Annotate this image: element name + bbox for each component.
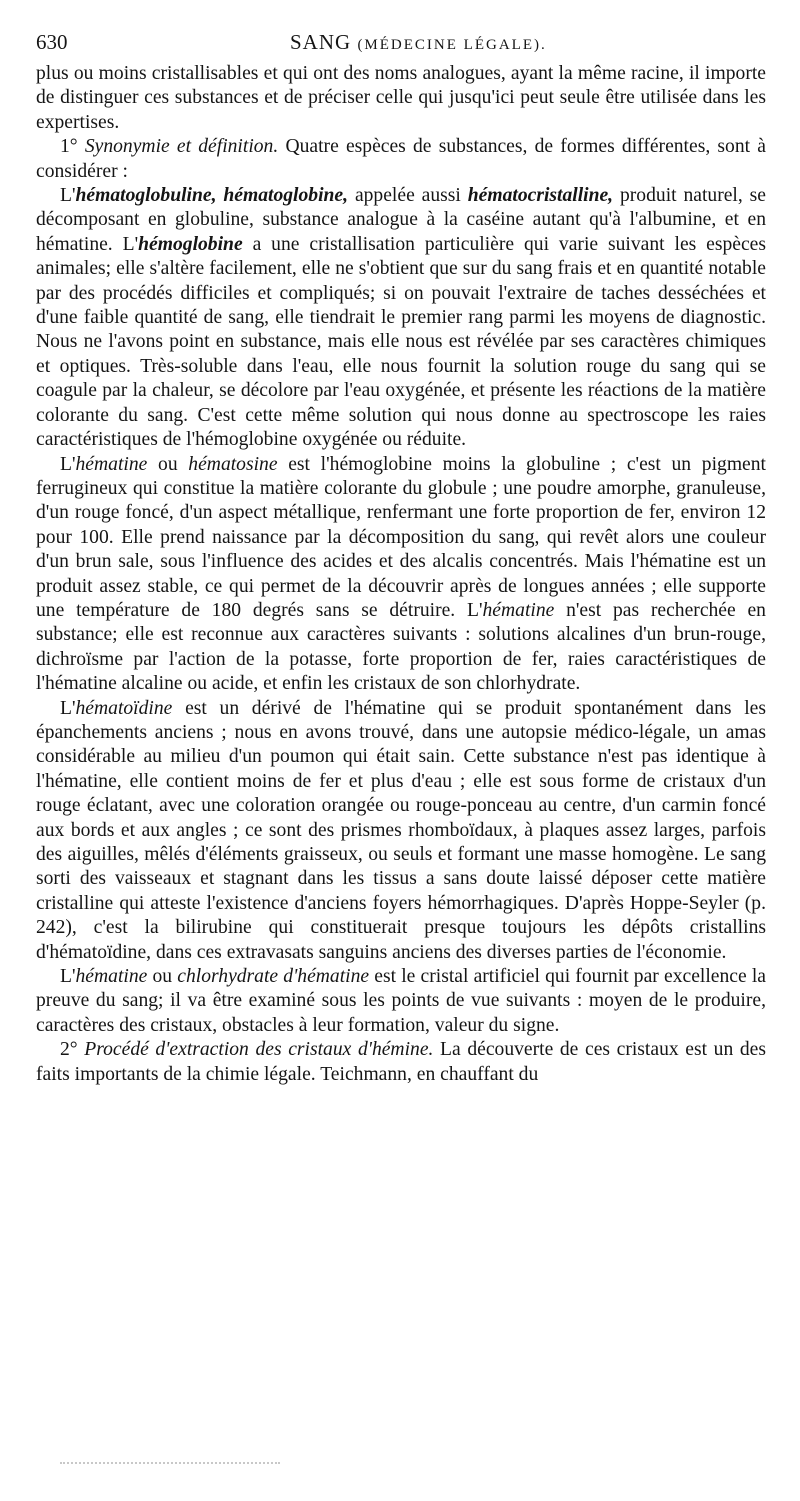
running-title	[290, 30, 547, 55]
text-run: est un dérivé de l'hématine qui se produit spontanément dans les épanchements anciens ; nous en avons trouvé, dans une autopsie médico-légale, un amas considérable au milieu d'un poumon qui était sain. Cette substance n'est pas identique à l'hématine, elle contient moins de fer et plus d'eau ; elle est sous forme de cristaux d'un rouge éclatant, avec une coloration orangée ou rouge-ponceau au centre, d'un carmin foncé aux bords et aux angles ; ce sont des prismes rhomboïdaux, à plaques assez larges, parfois des aiguilles, mêlés d'éléments graisseux, ou seuls et formant une masse homogène. Le sang sorti des vaisseaux et stagnant dans les tissus a sans doute laissé déposer cette matière cristalline qui atteste l'existence d'anciens foyers hémorrhagiques. D'après Hoppe-Seyler (p. 242), c'est la bilirubine qui constituerait presque toujours les dépôts cristallins d'hématoïdine, dans ces extravasats sanguins anciens des diverses parties de l'économie.	[36, 697, 767, 963]
text-run: L'	[60, 697, 76, 719]
term: hématocristalline,	[467, 185, 614, 207]
term: hémoglobine	[138, 233, 243, 255]
text-run: L'	[60, 185, 76, 207]
text-run: ou	[158, 453, 178, 475]
paragraph-1: plus ou moins cristallisables et qui ont des noms analogues, ayant la même racine, il importe de distinguer ces substances et de préciser celle qui jusqu'ici peut seule être utilisée dans les expertises.	[36, 63, 766, 133]
body-text	[36, 62, 766, 1087]
running-title-main: SANG	[290, 30, 352, 54]
text-run: L'	[122, 233, 139, 255]
paragraph-7	[36, 1038, 766, 1087]
document-page	[36, 30, 766, 1087]
section-number: 2°	[60, 1039, 78, 1061]
text-run: L'	[60, 966, 76, 988]
term: hématosine	[188, 453, 278, 475]
text-run: a une cristallisation particulière qui varie suivant les espèces animales; elle s'altère facilement, elle ne s'obtient que sur du sang frais et en quantité notable par des procédés difficiles et compliqués; si on pouvait l'extraire de taches desséchées et d'une faible quantité de sang, elle tiendrait le premier rang parmi les moyens de diagnostic. Nous ne l'avons point en substance, mais elle nous est révélée par ses caractères chimiques et optiques. Très-soluble dans l'eau, elle nous fournit la solution rouge du sang qui se coagule par la chaleur, se décolore par l'eau oxygénée, et présente les réactions de la matière colorante du sang. C'est cette même solution qui nous donne au spectroscope les raies caractéristiques de l'hémoglobine oxygénée ou réduite.	[36, 233, 767, 451]
text-run: est le cristal artificiel qui fournit par excellence la preuve du sang; il va être examiné sous les points de vue suivants : moyen de le produire, caractères des cristaux, obstacles à leur formation, valeur du signe.	[36, 966, 766, 1036]
term: chlorhydrate d'hématine	[177, 966, 370, 988]
paragraph-4	[36, 453, 766, 697]
page-header	[36, 30, 766, 62]
term: hématoglobuline, hématoglobine,	[75, 185, 349, 207]
running-title-sub: (MÉDECINE LÉGALE).	[357, 37, 547, 53]
paragraph-text: La découverte de ces cristaux est un des faits importants de la chimie légale. Teichmann, en chauffant du	[36, 1039, 766, 1085]
text-run: L'	[467, 599, 483, 621]
page-number: 630	[36, 30, 68, 54]
paragraph-3	[36, 184, 766, 452]
paragraph-5	[36, 697, 766, 965]
text-run: appelée aussi	[354, 185, 461, 207]
text-run: produit naturel, se décomposant en globuline, substance analogue à la caséine autant qu'à l'albumine, et en hématine.	[36, 185, 766, 255]
section-number: 1°	[60, 136, 78, 158]
text-run: est l'hémoglobine moins la globuline ; c'est un pigment ferrugineux qui constitue la matière colorante du globule ; une poudre amorphe, granuleuse, d'un rouge foncé, d'un aspect métallique, renfermant une forte proportion de fer, environ 12 pour 100. Elle prend naissance par la décomposition du sang, qui revêt alors une couleur d'un brun sale, sous l'influence des acides et des alcalis concentrés. Mais l'hématine est un produit assez stable, ce qui permet de la découvrir après de longues années ; elle supporte une température de 180 degrés sans se détruire.	[36, 453, 766, 621]
text-run: L'	[60, 453, 76, 475]
section-heading: Synonymie et définition.	[84, 136, 279, 158]
paragraph-2	[36, 135, 766, 184]
section-heading: Procédé d'extraction des cristaux d'hémine.	[84, 1039, 434, 1061]
paragraph-text: Quatre espèces de substances, de formes différentes, sont à considérer :	[36, 136, 766, 182]
scan-smudge	[60, 1462, 280, 1470]
term: hématine	[75, 966, 148, 988]
term: hématoïdine	[75, 697, 173, 719]
term: hématine	[75, 453, 148, 475]
term: hématine	[482, 599, 555, 621]
paragraph-6	[36, 965, 766, 1038]
text-run: ou	[152, 966, 173, 988]
text-run: n'est pas recherchée en substance; elle est reconnue aux caractères suivants : solutions alcalines d'un brun-rouge, dichroïsme par l'action de la potasse, forte proportion de fer, raies caractéristiques de l'hématine alcaline ou acide, et enfin les cristaux de son chlorhydrate.	[36, 599, 766, 695]
